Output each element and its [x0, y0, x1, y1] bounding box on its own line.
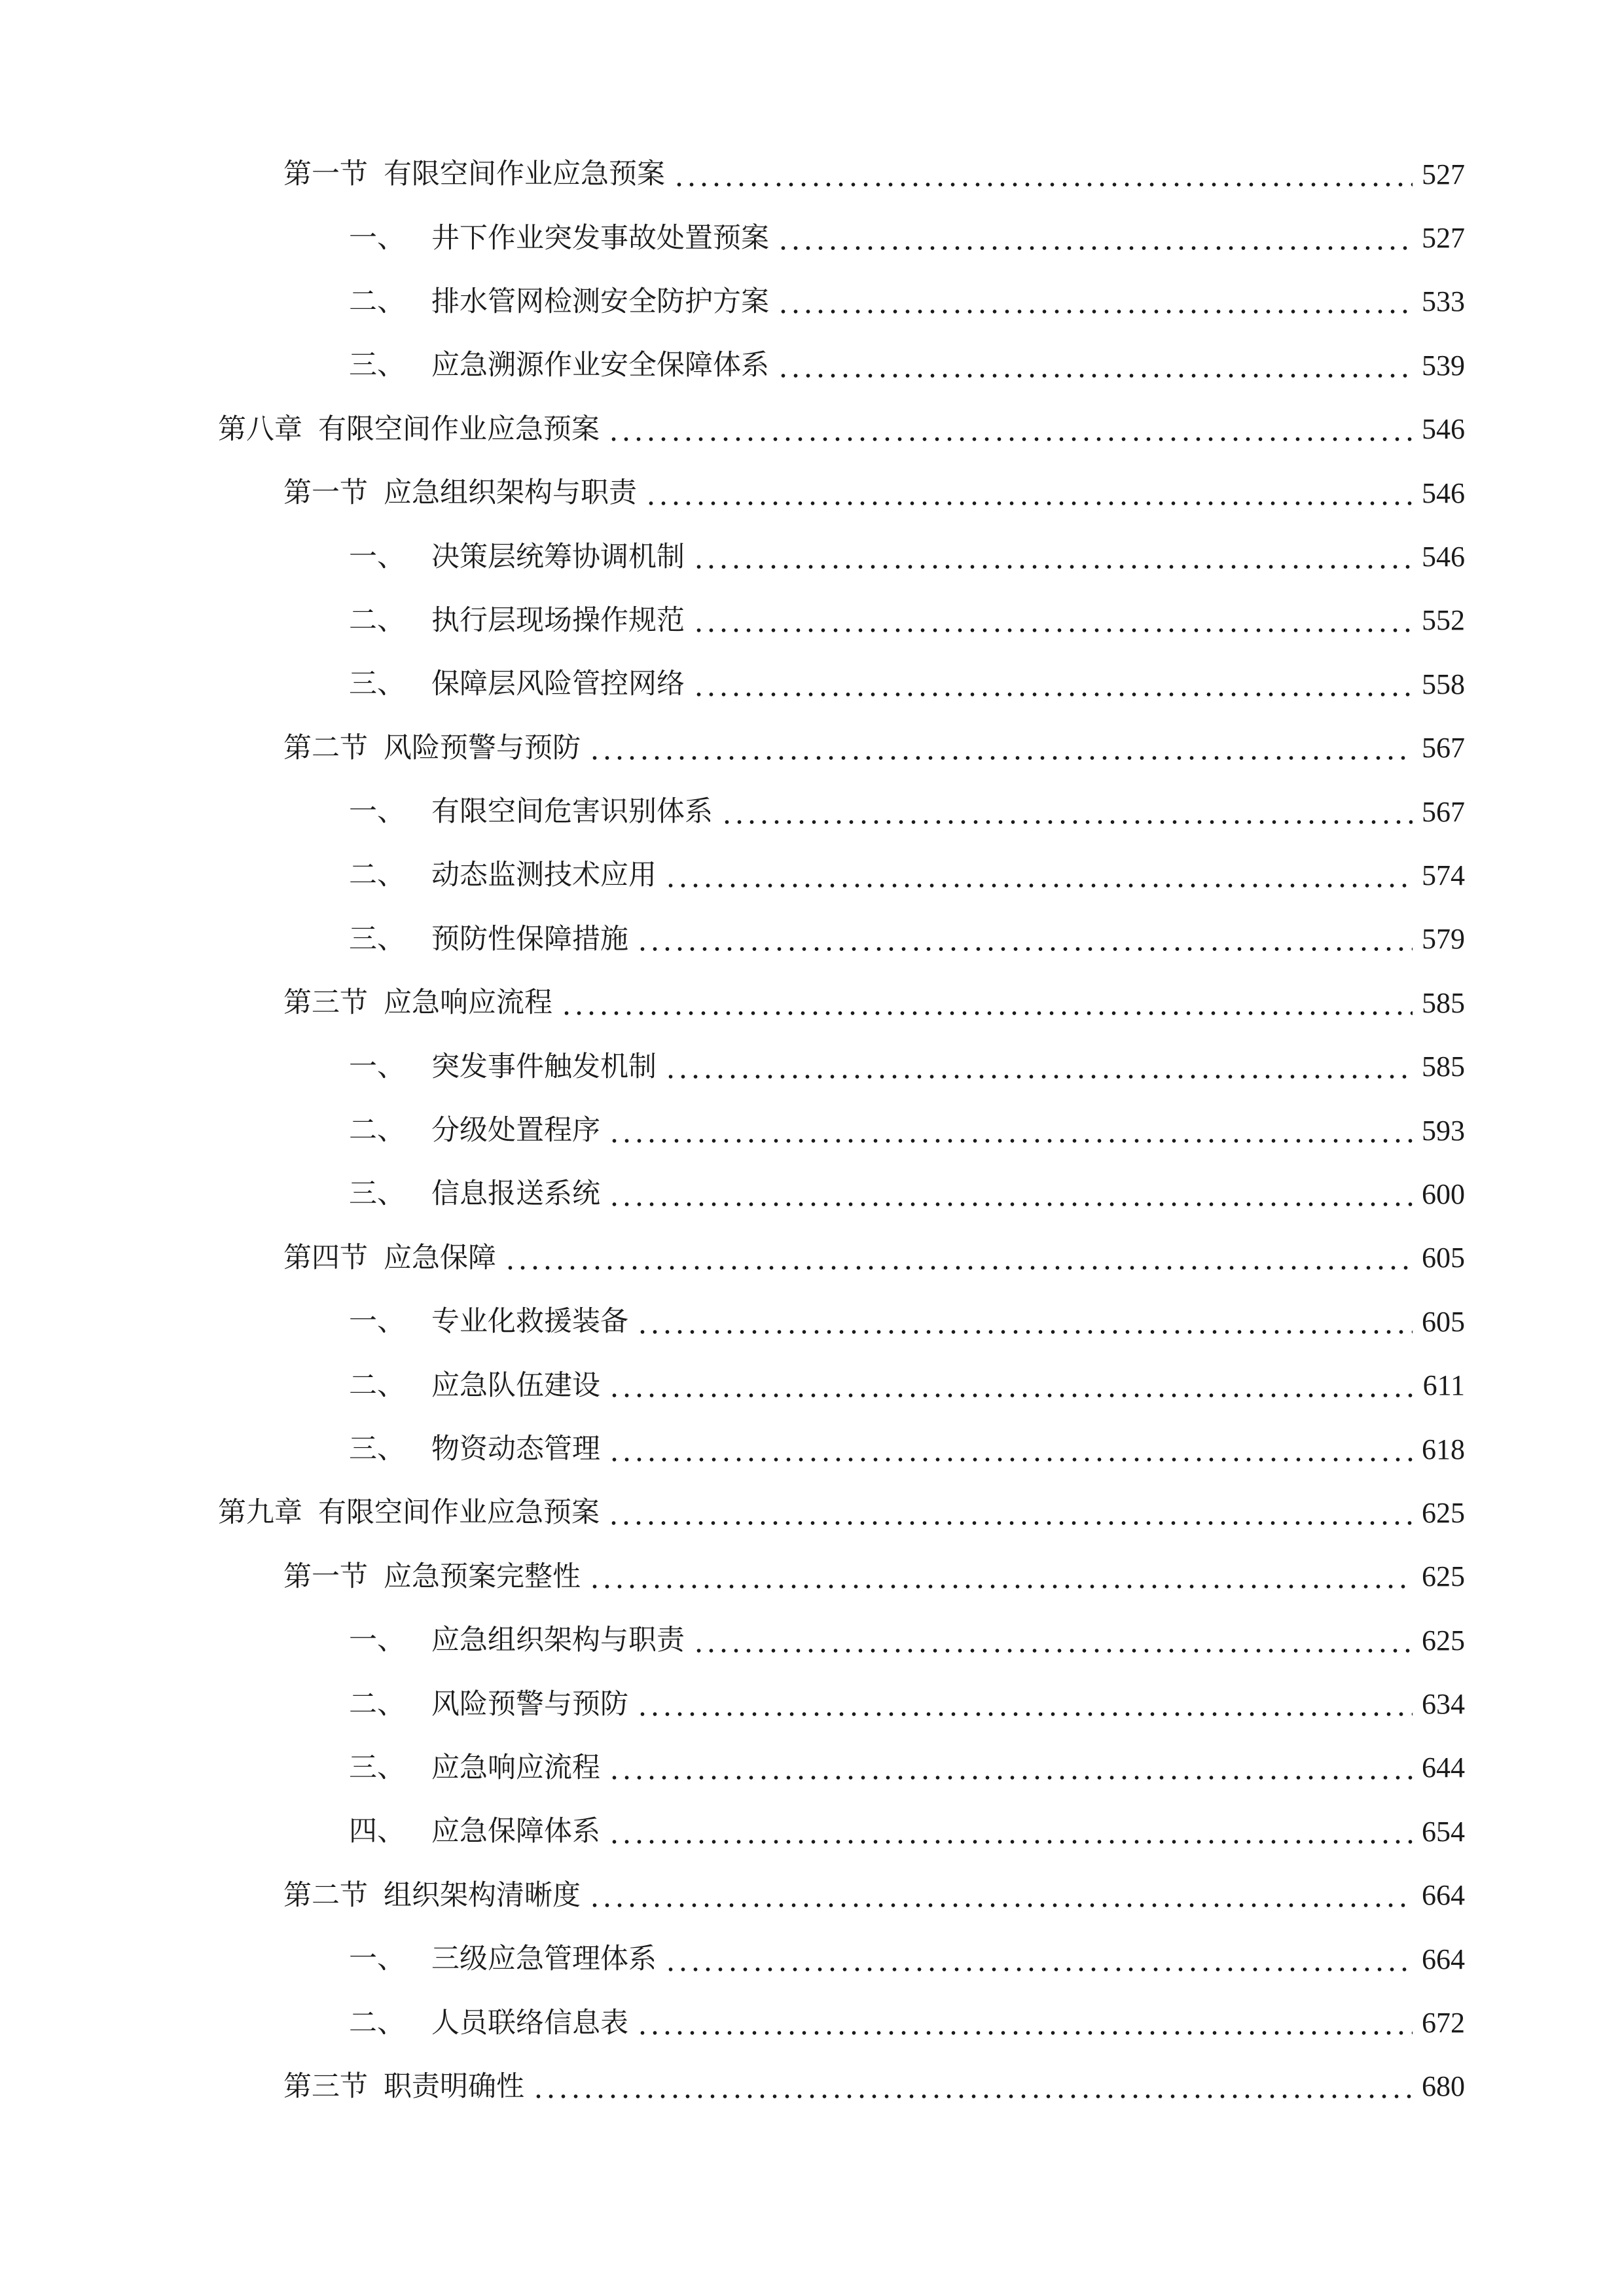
toc-entry[interactable] [0, 971, 1624, 1035]
toc-entry[interactable] [0, 1227, 1624, 1290]
toc-entry-number: 一、 [349, 1624, 405, 1657]
toc-entry-number: 第二节 [283, 731, 368, 764]
toc-entry-number: 四、 [349, 1815, 405, 1848]
toc-entry-title: 专业化救援装备 [431, 1305, 628, 1338]
toc-entry-title: 三级应急管理体系 [431, 1943, 657, 1976]
toc-page-number: 533 [1422, 285, 1465, 318]
toc-entry[interactable] [0, 1035, 1624, 1098]
toc-entry-number: 第一节 [283, 158, 368, 191]
toc-entry[interactable] [0, 1162, 1624, 1226]
toc-entry[interactable] [0, 461, 1624, 525]
toc-page-number: 539 [1422, 349, 1465, 382]
toc-entry-number: 二、 [349, 1114, 405, 1147]
toc-entry-number: 二、 [349, 1687, 405, 1721]
toc-entry-title: 排水管网检测安全防护方案 [431, 285, 769, 318]
toc-entry-line [349, 1672, 1465, 1736]
toc-entry-line [283, 1545, 1465, 1609]
toc-dot-leader [607, 1521, 1413, 1525]
toc-entry-number: 二、 [349, 859, 405, 892]
toc-entry-line [349, 1290, 1465, 1354]
toc-entry[interactable] [0, 1864, 1624, 1928]
toc-entry-number: 第三节 [283, 2070, 368, 2103]
toc-entry-line [349, 525, 1465, 588]
toc-page-number: 585 [1422, 986, 1465, 1019]
toc-entry-title: 井下作业突发事故处置预案 [431, 221, 769, 255]
toc-entry-number: 三、 [349, 922, 405, 956]
toc-page-number: 611 [1422, 1369, 1465, 1402]
toc-entry-line [349, 1800, 1465, 1863]
toc-entry-line [349, 908, 1465, 971]
toc-entry[interactable] [0, 1800, 1624, 1863]
toc-entry[interactable] [0, 1290, 1624, 1354]
toc-page-number: 672 [1422, 2007, 1465, 2039]
toc-page-number: 552 [1422, 604, 1465, 637]
toc-entry-line [349, 1991, 1465, 2054]
toc-page-number: 634 [1422, 1688, 1465, 1721]
toc-entry-title: 人员联络信息表 [431, 2006, 628, 2039]
toc-entry-title: 动态监测技术应用 [431, 859, 657, 892]
toc-entry-line [349, 1162, 1465, 1226]
toc-entry[interactable] [0, 1991, 1624, 2054]
toc-page-number: 558 [1422, 668, 1465, 700]
toc-entry[interactable] [0, 780, 1624, 844]
toc-page-number: 625 [1422, 1560, 1465, 1593]
toc-entry-title: 信息报送系统 [431, 1177, 600, 1211]
toc-entry-number: 一、 [349, 1943, 405, 1976]
toc-entry-line [283, 2055, 1465, 2119]
table-of-contents [0, 143, 1624, 2119]
toc-entry[interactable] [0, 653, 1624, 716]
toc-entry-line [349, 1736, 1465, 1800]
toc-entry[interactable] [0, 1418, 1624, 1481]
toc-entry-number: 二、 [349, 603, 405, 637]
toc-page-number: 644 [1422, 1751, 1465, 1784]
toc-entry-line [349, 1354, 1465, 1417]
toc-dot-leader [777, 310, 1413, 314]
toc-dot-leader [504, 1266, 1413, 1270]
toc-entry-title: 物资动态管理 [431, 1433, 600, 1465]
toc-entry-title: 突发事件触发机制 [431, 1050, 657, 1083]
toc-dot-leader [560, 1011, 1413, 1015]
toc-entry-line [349, 844, 1465, 907]
toc-entry-number: 一、 [349, 1050, 405, 1083]
toc-entry-number: 一、 [349, 221, 405, 255]
toc-entry-line [283, 1864, 1465, 1928]
toc-dot-leader [608, 1840, 1413, 1844]
toc-entry[interactable] [0, 2055, 1624, 2119]
toc-entry-number: 第一节 [283, 476, 368, 510]
toc-entry-line [349, 1609, 1465, 1672]
toc-entry-number: 第一节 [283, 1560, 368, 1593]
toc-entry[interactable] [0, 206, 1624, 270]
toc-entry[interactable] [0, 143, 1624, 206]
toc-entry-line [349, 1035, 1465, 1098]
toc-dot-leader [588, 756, 1413, 760]
toc-entry-number: 第九章 [218, 1496, 302, 1530]
toc-entry-line [349, 653, 1465, 716]
toc-entry[interactable] [0, 334, 1624, 397]
toc-entry-title: 保障层风险管控网络 [431, 668, 685, 701]
toc-page-number: 585 [1422, 1050, 1465, 1083]
toc-entry-number: 一、 [349, 795, 405, 829]
toc-page-number: 546 [1422, 476, 1465, 509]
toc-entry-title: 预防性保障措施 [431, 922, 628, 956]
toc-dot-leader [645, 501, 1413, 505]
toc-dot-leader [608, 1776, 1413, 1780]
toc-page-number: 593 [1422, 1114, 1465, 1147]
toc-dot-leader [532, 2094, 1413, 2098]
toc-page-number: 574 [1422, 859, 1465, 891]
toc-dot-leader [673, 183, 1413, 187]
toc-page-number: 654 [1422, 1815, 1465, 1848]
toc-entry-number: 第二节 [283, 1878, 368, 1912]
toc-dot-leader [588, 1903, 1413, 1907]
toc-entry-title: 应急保障 [384, 1241, 496, 1274]
toc-entry[interactable] [0, 1545, 1624, 1609]
toc-entry-title: 决策层统筹协调机制 [431, 540, 685, 573]
toc-entry-title: 组织架构清晰度 [384, 1878, 581, 1912]
toc-entry-line [349, 589, 1465, 653]
toc-entry-title: 应急响应流程 [431, 1751, 600, 1784]
toc-dot-leader [664, 884, 1413, 888]
toc-entry[interactable] [0, 1609, 1624, 1672]
toc-entry-title: 风险预警与预防 [431, 1687, 628, 1721]
toc-page-number: 664 [1422, 1943, 1465, 1975]
toc-entry-title: 职责明确性 [384, 2070, 524, 2103]
toc-entry-title: 应急队伍建设 [431, 1369, 600, 1402]
toc-page-number: 567 [1422, 732, 1465, 764]
toc-entry-number: 第八章 [218, 412, 302, 446]
toc-entry-title: 应急组织架构与职责 [431, 1624, 685, 1657]
toc-page-number: 605 [1422, 1305, 1465, 1338]
toc-entry-line [349, 1418, 1465, 1481]
toc-entry[interactable] [0, 1354, 1624, 1417]
toc-dot-leader [721, 820, 1413, 824]
toc-entry-title: 应急溯源作业安全保障体系 [431, 349, 769, 382]
toc-entry-title: 应急组织架构与职责 [384, 476, 637, 510]
toc-entry-title: 风险预警与预防 [384, 731, 581, 764]
toc-entry-number: 二、 [349, 2006, 405, 2039]
toc-page-number: 605 [1422, 1242, 1465, 1274]
toc-entry[interactable] [0, 1928, 1624, 1991]
toc-entry-line [349, 1099, 1465, 1162]
toc-entry-number: 三、 [349, 668, 405, 701]
toc-page-number: 527 [1422, 222, 1465, 255]
toc-entry-title: 有限空间作业应急预案 [318, 412, 600, 446]
toc-entry[interactable] [0, 908, 1624, 971]
toc-dot-leader [636, 2031, 1413, 2035]
toc-page-number: 625 [1422, 1496, 1465, 1529]
toc-dot-leader [693, 628, 1413, 632]
toc-entry-number: 第三节 [283, 986, 368, 1020]
toc-page-number: 600 [1422, 1177, 1465, 1210]
toc-page-number: 567 [1422, 795, 1465, 828]
toc-page-number: 546 [1422, 541, 1465, 573]
toc-entry-line [349, 334, 1465, 397]
toc-page-number: 625 [1422, 1624, 1465, 1657]
toc-dot-leader [607, 437, 1413, 441]
toc-entry-line [283, 1227, 1465, 1290]
toc-dot-leader [777, 246, 1413, 250]
toc-entry-line [349, 270, 1465, 334]
toc-entry[interactable] [0, 589, 1624, 653]
toc-entry-title: 分级处置程序 [431, 1114, 600, 1147]
toc-page-number: 579 [1422, 923, 1465, 956]
toc-entry-number: 三、 [349, 349, 405, 382]
toc-entry-line [283, 717, 1465, 780]
toc-dot-leader [588, 1585, 1413, 1588]
toc-entry[interactable] [0, 1672, 1624, 1736]
toc-dot-leader [693, 692, 1413, 696]
toc-entry-number: 三、 [349, 1177, 405, 1211]
toc-entry-number: 一、 [349, 1305, 405, 1338]
toc-dot-leader [636, 947, 1413, 951]
toc-entry-number: 一、 [349, 540, 405, 573]
toc-entry-title: 有限空间作业应急预案 [318, 1496, 600, 1530]
toc-entry-line [218, 398, 1465, 461]
toc-entry-line [349, 206, 1465, 270]
toc-entry-title: 有限空间危害识别体系 [431, 795, 713, 829]
toc-entry[interactable] [0, 1099, 1624, 1162]
toc-entry[interactable] [0, 1736, 1624, 1800]
toc-dot-leader [693, 565, 1413, 569]
toc-dot-leader [777, 374, 1413, 378]
toc-entry-title: 应急预案完整性 [384, 1560, 581, 1593]
toc-dot-leader [608, 1393, 1414, 1397]
toc-entry-number: 第四节 [283, 1241, 368, 1274]
toc-entry-line [349, 780, 1465, 844]
toc-entry-number: 三、 [349, 1433, 405, 1465]
toc-entry[interactable] [0, 844, 1624, 907]
toc-entry[interactable] [0, 1481, 1624, 1545]
toc-dot-leader [664, 1967, 1413, 1971]
toc-dot-leader [608, 1458, 1413, 1462]
toc-entry-title: 应急响应流程 [384, 986, 552, 1020]
toc-entry-line [283, 971, 1465, 1035]
toc-entry-number: 三、 [349, 1751, 405, 1784]
toc-entry-line [218, 1481, 1465, 1545]
toc-dot-leader [693, 1649, 1413, 1653]
toc-page-number: 527 [1422, 158, 1465, 190]
toc-page-number: 618 [1422, 1433, 1465, 1465]
toc-entry-line [283, 461, 1465, 525]
toc-page-number: 680 [1422, 2070, 1465, 2103]
toc-entry-title: 执行层现场操作规范 [431, 603, 685, 637]
toc-entry[interactable] [0, 717, 1624, 780]
toc-entry-number: 二、 [349, 285, 405, 318]
toc-entry[interactable] [0, 398, 1624, 461]
toc-dot-leader [608, 1139, 1413, 1143]
toc-dot-leader [636, 1330, 1413, 1334]
toc-entry-number: 二、 [349, 1369, 405, 1402]
toc-entry-line [283, 143, 1465, 206]
toc-entry[interactable] [0, 270, 1624, 334]
toc-dot-leader [664, 1075, 1413, 1079]
toc-page-number: 664 [1422, 1879, 1465, 1912]
toc-entry-line [349, 1928, 1465, 1991]
toc-page-number: 546 [1422, 413, 1465, 446]
toc-entry-title: 应急保障体系 [431, 1815, 600, 1848]
toc-dot-leader [608, 1202, 1413, 1206]
toc-dot-leader [636, 1712, 1413, 1716]
toc-entry-title: 有限空间作业应急预案 [384, 158, 665, 191]
toc-entry[interactable] [0, 525, 1624, 588]
